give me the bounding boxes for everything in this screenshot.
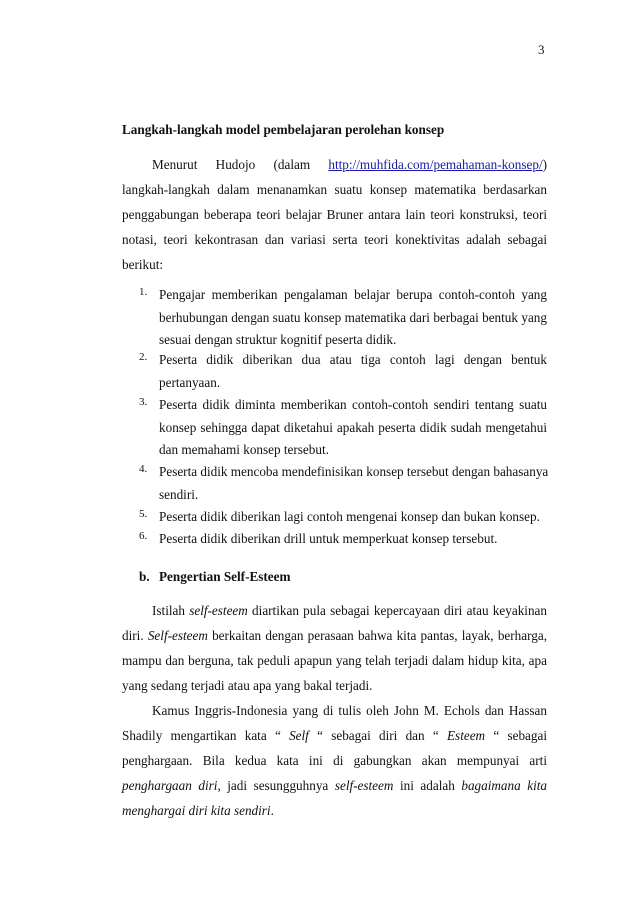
intro-line-5: berikut: xyxy=(122,257,164,272)
list-item-text: Pengajar memberikan pengalaman belajar berupa contoh-contoh yang xyxy=(159,287,547,302)
list-item-number: 4. xyxy=(139,463,148,475)
list-item-text: Peserta didik diminta memberikan contoh-contoh sendiri tentang suatu xyxy=(159,397,547,412)
paragraph-line: Istilah self-esteem diartikan pula sebagai kepercayaan diri atau keyakinan xyxy=(152,603,547,618)
list-item-text: pertanyaan. xyxy=(159,375,221,390)
list-item-text: dan memahami konsep tersebut. xyxy=(159,442,329,457)
page-number: 3 xyxy=(538,42,545,57)
section-heading: Langkah-langkah model pembelajaran perolehan konsep xyxy=(122,122,445,137)
list-item-text: Peserta didik diberikan lagi contoh mengenai konsep dan bukan konsep. xyxy=(159,509,540,524)
list-item-text: sendiri. xyxy=(159,487,199,502)
intro-line-2: langkah-langkah dalam menanamkan suatu konsep matematika berdasarkan xyxy=(122,182,547,197)
paragraph-line: diri. Self-esteem berkaitan dengan perasaan bahwa kita pantas, layak, berharga, xyxy=(122,628,547,643)
intro-line-1 xyxy=(122,156,547,174)
list-item-text: Peserta didik diberikan dua atau tiga contoh lagi dengan bentuk xyxy=(159,352,547,367)
list-item-text: Peserta didik diberikan drill untuk memperkuat konsep tersebut. xyxy=(159,531,498,546)
paragraph-line: menghargai diri kita sendiri. xyxy=(122,803,274,818)
paragraph-line: yang sedang terjadi atau apa yang bakal terjadi. xyxy=(122,678,373,693)
paragraph-line: penghargaan diri, jadi sesungguhnya self-esteem ini adalah bagaimana kita xyxy=(122,778,547,793)
paragraph-line: penghargaan. Bila kedua kata ini di gabungkan akan mempunyai arti xyxy=(122,753,547,768)
paragraph-line: mampu dan berguna, tak peduli apapun yang telah terjadi dalam hidup kita, apa xyxy=(122,653,547,668)
word: (dalam xyxy=(273,157,311,172)
source-link[interactable]: http://muhfida.com/pemahaman-konsep/ xyxy=(328,157,543,172)
list-item-number: 2. xyxy=(139,351,148,363)
word: Menurut xyxy=(152,157,198,172)
list-item-text: konsep sehingga dapat diketahui apakah peserta didik sudah mengetahui xyxy=(159,420,547,435)
list-item-text: Peserta didik mencoba mendefinisikan konsep tersebut dengan bahasanya xyxy=(159,464,549,479)
paren: ) xyxy=(542,157,548,172)
subsection-heading xyxy=(139,569,290,585)
list-item-number: 1. xyxy=(139,286,148,298)
list-item-number: 6. xyxy=(139,530,148,542)
paragraph-line: Shadily mengartikan kata “ Self “ sebagai diri dan “ Esteem “ sebagai xyxy=(122,728,548,743)
list-item-text: sesuai dengan struktur kognitif peserta didik. xyxy=(159,332,397,347)
subsection-title: Pengertian Self-Esteem xyxy=(159,569,291,584)
paragraph-line: Kamus Inggris-Indonesia yang di tulis oleh John M. Echols dan Hassan xyxy=(152,703,547,718)
subsection-letter: b. xyxy=(139,569,150,584)
list-item-number: 5. xyxy=(139,508,148,520)
word: Hudojo xyxy=(215,157,256,172)
intro-line-3: penggabungan beberapa teori belajar Bruner antara lain teori konstruksi, teori xyxy=(122,207,547,222)
list-item-text: berhubungan dengan suatu konsep matematika dari berbagai bentuk yang xyxy=(159,310,547,325)
list-item-number: 3. xyxy=(139,396,148,408)
intro-line-4: notasi, teori kekontrasan dan variasi serta teori konektivitas adalah sebagai xyxy=(122,232,547,247)
